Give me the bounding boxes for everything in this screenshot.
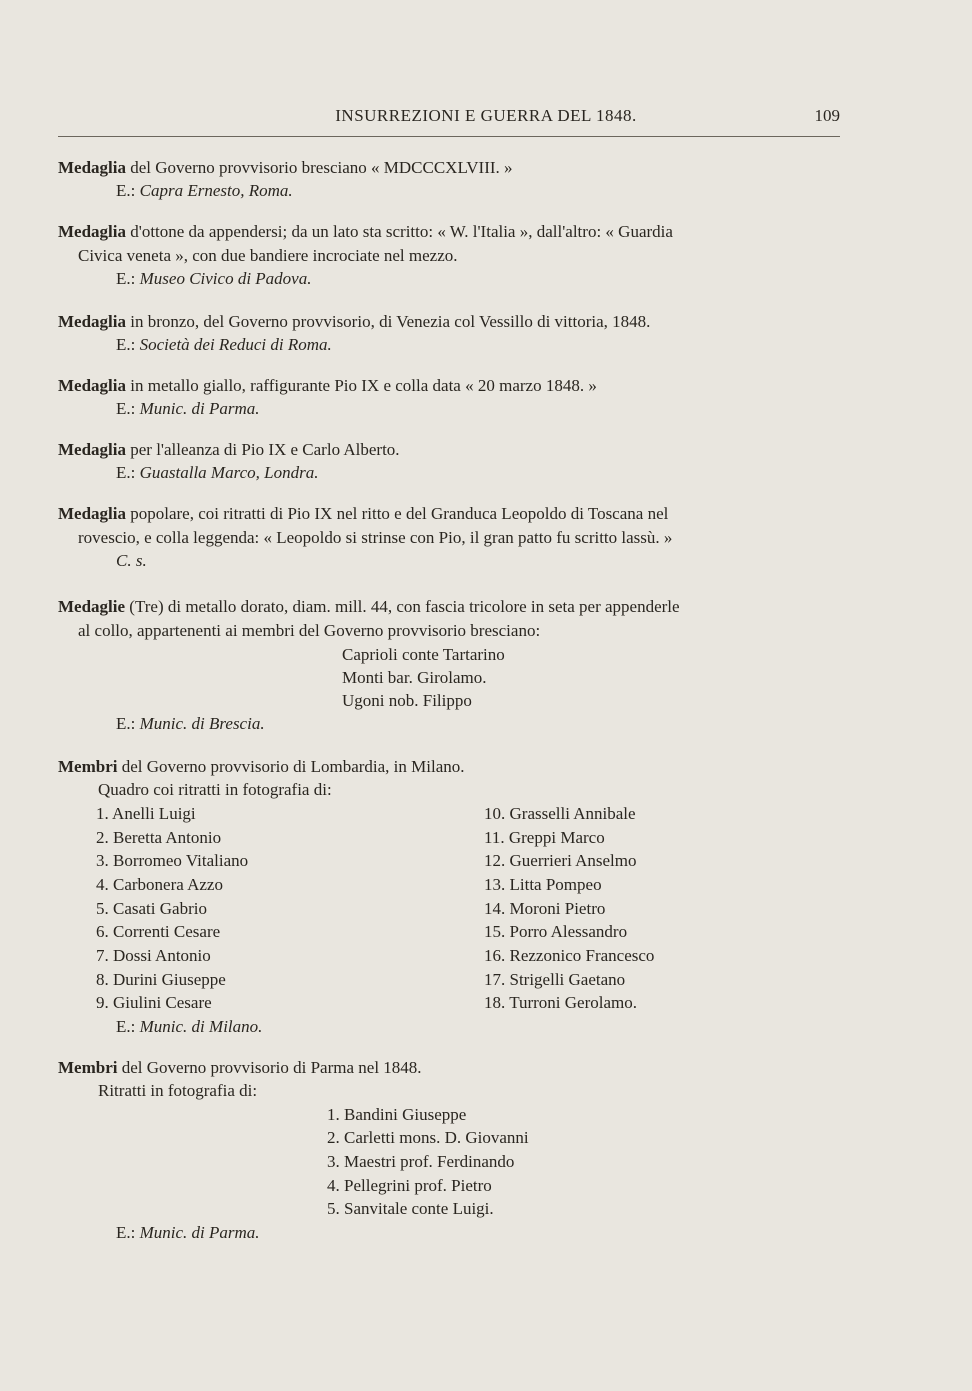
list-item: 5. Sanvitale conte Luigi. [327, 1199, 494, 1218]
entry-reference: E.: Museo Civico di Padova. [116, 269, 312, 288]
entry-lead: Medaglia [58, 158, 126, 177]
list-item: 1. Bandini Giuseppe [327, 1105, 467, 1124]
list-item: 2. Carletti mons. D. Giovanni [327, 1128, 529, 1147]
entry-line [58, 157, 513, 179]
entry-text: in bronzo, del Governo provvisorio, di Venezia col Vessillo di vittoria, 1848. [126, 312, 651, 331]
entry-lead: Medaglia [58, 376, 126, 395]
entry-line: Civica veneta », con due bandiere incrociate nel mezzo. [78, 246, 458, 265]
entry-line [58, 375, 597, 397]
entry-lead: Membri [58, 1058, 118, 1077]
list-item: 2. Beretta Antonio [96, 828, 222, 847]
ref-source: Guastalla Marco, Londra. [139, 463, 319, 482]
entry-text: in metallo giallo, raffigurante Pio IX e colla data « 20 marzo 1848. » [126, 376, 597, 395]
ref-source: Munic. di Milano. [139, 1017, 263, 1036]
ref-label: E. [116, 1017, 131, 1036]
entry-line [58, 596, 680, 618]
ref-source: Capra Ernesto, Roma. [139, 181, 293, 200]
entry-reference: E.: Società dei Reduci di Roma. [116, 335, 332, 354]
entry-text: del Governo provvisorio di Parma nel 1848. [117, 1058, 422, 1077]
entry-text: d'ottone da appendersi; da un lato sta scritto: « W. l'Italia », dall'altro: « Guardia [126, 222, 673, 241]
list-item: 3. Borromeo Vitaliano [96, 851, 249, 870]
list-item: 5. Casati Gabrio [96, 899, 207, 918]
entry-reference: E.: Munic. di Parma. [116, 1223, 260, 1242]
entry-reference: E.: Munic. di Brescia. [116, 714, 265, 733]
entry-text: del Governo provvisorio bresciano « MDCCCXLVIII. » [126, 158, 513, 177]
entry-line: al collo, appartenenti ai membri del Governo provvisorio bresciano: [78, 621, 541, 640]
ref-source: Munic. di Parma. [139, 1223, 260, 1242]
entry-reference: C. s. [116, 551, 147, 570]
ref-source: Munic. di Brescia. [139, 714, 265, 733]
entry-line [58, 503, 668, 525]
list-item: 14. Moroni Pietro [484, 899, 606, 918]
entry-lead: Medaglie [58, 597, 126, 616]
entry-reference: E.: Capra Ernesto, Roma. [116, 181, 293, 200]
ref-label: E. [116, 335, 131, 354]
entry-line: Quadro coi ritratti in fotografia di: [98, 780, 332, 799]
list-item: 4. Pellegrini prof. Pietro [327, 1176, 492, 1195]
entry-reference: E.: Munic. di Parma. [116, 399, 260, 418]
list-item: 6. Correnti Cesare [96, 922, 221, 941]
entry-text: del Governo provvisorio di Lombardia, in Milano. [117, 757, 465, 776]
list-item: 16. Rezzonico Francesco [484, 946, 655, 965]
list-item: 4. Carbonera Azzo [96, 875, 223, 894]
list-item: 9. Giulini Cesare [96, 993, 212, 1012]
entry-line: Ritratti in fotografia di: [98, 1081, 258, 1100]
list-item: 10. Grasselli Annibale [484, 804, 636, 823]
entry-reference: E.: Munic. di Milano. [116, 1017, 263, 1036]
ref-label: E. [116, 714, 131, 733]
entry-lead: Medaglia [58, 222, 126, 241]
ref-label: E. [116, 1223, 131, 1242]
entry-lead: Medaglia [58, 440, 126, 459]
running-header: INSURREZIONI E GUERRA DEL 1848. [335, 106, 637, 125]
entry-text: popolare, coi ritratti di Pio IX nel ritto e del Granduca Leopoldo di Toscana nel [126, 504, 669, 523]
ref-label: E. [116, 269, 131, 288]
list-item: Ugoni nob. Filippo [342, 691, 472, 710]
entry-lead: Membri [58, 757, 118, 776]
entry-lead: Medaglia [58, 312, 126, 331]
ref-label: E. [116, 181, 131, 200]
list-item: 11. Greppi Marco [484, 828, 605, 847]
ref-source: Munic. di Parma. [139, 399, 260, 418]
entry-line [58, 439, 400, 461]
list-item: 15. Porro Alessandro [484, 922, 628, 941]
ref-source: Società dei Reduci di Roma. [139, 335, 332, 354]
list-item: 13. Litta Pompeo [484, 875, 602, 894]
list-item: 3. Maestri prof. Ferdinando [327, 1152, 515, 1171]
entry-reference: E.: Guastalla Marco, Londra. [116, 463, 319, 482]
entry-lead: Medaglia [58, 504, 126, 523]
list-item: 12. Guerrieri Anselmo [484, 851, 637, 870]
list-item: 17. Strigelli Gaetano [484, 970, 626, 989]
entry-line [58, 221, 673, 243]
list-item: 1. Anelli Luigi [96, 804, 196, 823]
list-item: 8. Durini Giuseppe [96, 970, 226, 989]
entry-line [58, 311, 650, 333]
list-item: 18. Turroni Gerolamo. [484, 993, 637, 1012]
list-item: Monti bar. Girolamo. [342, 668, 487, 687]
ref-source: Museo Civico di Padova. [139, 269, 312, 288]
entry-line [58, 756, 465, 778]
entry-text: (Tre) di metallo dorato, diam. mill. 44, con fascia tricolore in seta per appenderle [125, 597, 680, 616]
ref-label: E. [116, 399, 131, 418]
entry-line [58, 1057, 422, 1079]
list-item: 7. Dossi Antonio [96, 946, 211, 965]
header-rule [58, 136, 840, 137]
list-item: Caprioli conte Tartarino [342, 645, 505, 664]
entry-line: rovescio, e colla leggenda: « Leopoldo si strinse con Pio, il gran patto fu scritto lassù. » [78, 528, 673, 547]
page-number: 109 [814, 106, 840, 125]
entry-text: per l'alleanza di Pio IX e Carlo Alberto. [126, 440, 400, 459]
ref-label: E. [116, 463, 131, 482]
